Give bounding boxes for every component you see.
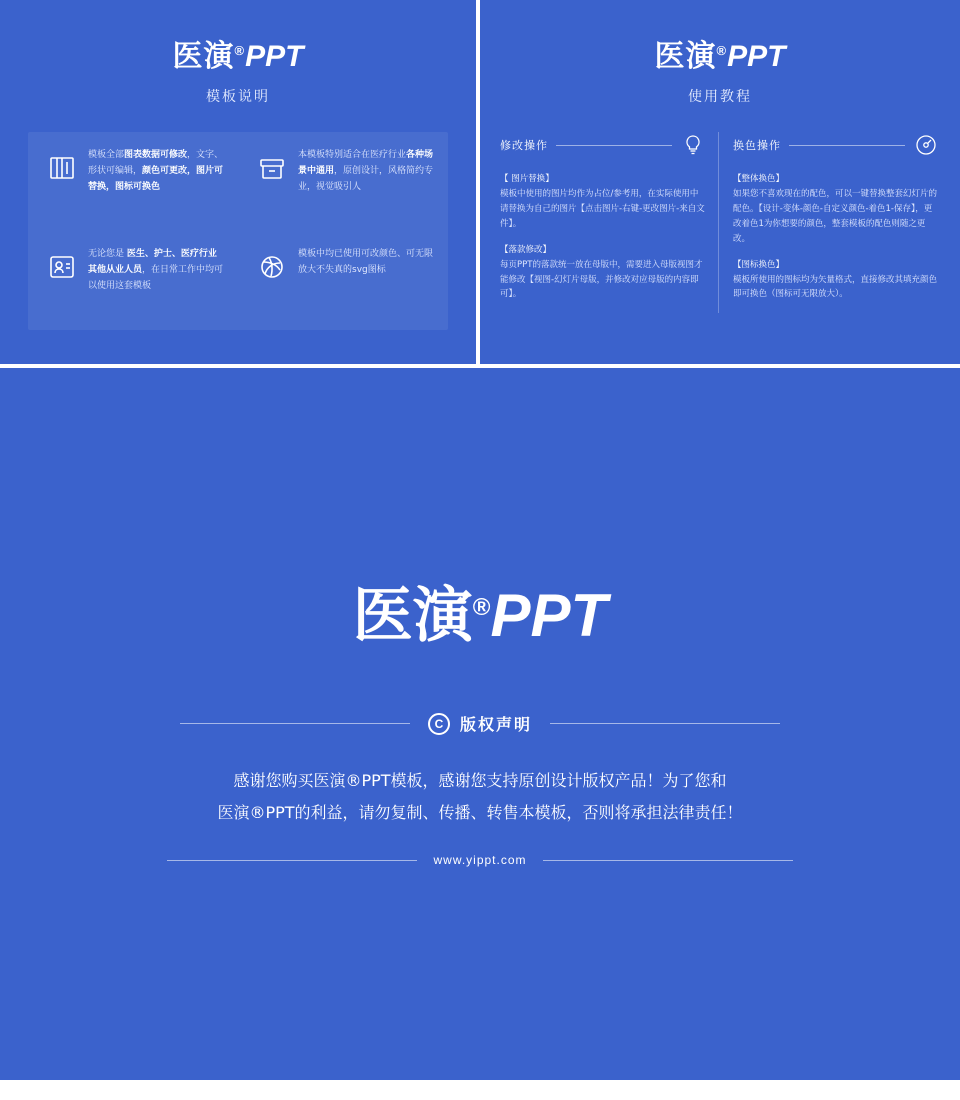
copyright-icon: C <box>428 713 450 735</box>
copyright-title: 版权声明 <box>459 715 532 734</box>
palette-icon <box>913 132 939 158</box>
brand-logo <box>654 39 786 74</box>
top-slide-row <box>0 0 960 364</box>
tutorial-block-title: 【 图片替换】 <box>500 174 554 184</box>
info-cell-audience-text: 无论您是 医生、护士、医疗行业其他从业人员，在日常工作中均可以使用这套模板 <box>88 249 224 291</box>
tutorial-column-recolor <box>719 132 939 313</box>
brand-logo-large <box>352 581 608 651</box>
user-id-icon <box>42 247 82 287</box>
info-cell-medical-scenes <box>238 132 448 231</box>
basketball-icon <box>252 247 292 287</box>
tutorial-block-body: 模板所使用的图标均为矢量格式，直接修改其填充颜色即可换色（图标可无限放大）。 <box>733 274 938 300</box>
slide-copyright <box>0 368 960 1080</box>
slide-template-description <box>0 0 476 364</box>
info-cell-medical-scenes-text: 本模板特别适合在医疗行业各种场景中通用，原创设计，风格简约专业，视觉吸引人 <box>298 150 434 192</box>
page-bottom-strip <box>0 1080 960 1100</box>
divider-left <box>167 860 417 861</box>
info-cell-editable-text: 模板全部图表数据可修改，文字、形状可编辑，颜色可更改，图片可替换，图标可换色 <box>88 150 224 192</box>
tutorial-column-edit-header <box>500 132 706 158</box>
tutorial-column-recolor-header <box>733 132 939 158</box>
info-cell-audience <box>28 231 238 330</box>
divider <box>789 145 905 146</box>
tutorial-block-global-recolor <box>733 172 939 247</box>
lightbulb-icon <box>680 132 706 158</box>
brand-logo-registered: ® <box>716 43 728 58</box>
divider-right <box>550 723 780 724</box>
divider-left <box>180 723 410 724</box>
slide-right-header <box>480 0 960 106</box>
divider <box>556 145 672 146</box>
copyright-heading <box>0 712 960 735</box>
tutorial-columns <box>500 132 940 313</box>
tutorial-column-recolor-title: 换色操作 <box>733 139 781 152</box>
brand-logo-cn: 医演 <box>172 39 235 74</box>
template-description-grid <box>28 132 448 330</box>
archive-box-icon <box>252 148 292 188</box>
divider-right <box>543 860 793 861</box>
slide-right-subtitle: 使用教程 <box>688 88 752 104</box>
website-row <box>0 853 960 867</box>
brand-logo-ppt: PPT <box>490 582 608 649</box>
slide-left-header <box>0 0 476 106</box>
tutorial-block-icon-recolor <box>733 258 939 303</box>
book-open-icon <box>42 148 82 188</box>
brand-logo <box>172 39 304 74</box>
tutorial-block-title: 【图标换色】 <box>733 259 785 270</box>
tutorial-block-image-replace <box>500 172 706 232</box>
slide-left-subtitle: 模板说明 <box>206 88 270 104</box>
tutorial-block-body: 如果您不喜欢现在的配色，可以一键替换整套幻灯片的配色。【设计-变体-颜色-自定义颜色-着色1-保存】，更改着色1为你想要的颜色，整套模板的配色则随之更改。 <box>733 189 938 244</box>
big-brand-logo-wrap <box>0 368 960 651</box>
tutorial-block-body: 模板中使用的图片均作为占位/参考用，在实际使用中请替换为自己的图片【点击图片-右键-更改图片-来自文件】。 <box>500 189 705 229</box>
brand-logo-registered: ® <box>472 594 491 621</box>
tutorial-block-signature-edit <box>500 243 706 303</box>
tutorial-block-title: 【落款修改】 <box>500 244 552 255</box>
tutorial-column-edit-title: 修改操作 <box>500 139 548 152</box>
brand-logo-registered: ® <box>234 43 246 58</box>
copyright-text-line2: 医演®PPT的利益，请勿复制、传播、转售本模板，否则将承担法律责任！ <box>217 803 743 822</box>
copyright-text <box>160 765 800 829</box>
tutorial-block-body: 每页PPT的落款统一放在母版中，需要进入母版视图才能修改【视图-幻灯片母版，并修改对应母版的内容即可】。 <box>500 259 703 300</box>
info-cell-svg-icons-text: 模板中均已使用可改颜色、可无限放大不失真的svg图标 <box>298 249 434 275</box>
tutorial-block-title: 【整体换色】 <box>733 174 785 184</box>
copyright-text-line1: 感谢您购买医演®PPT模板，感谢您支持原创设计版权产品！为了您和 <box>233 771 727 790</box>
brand-logo-ppt: PPT <box>727 40 786 73</box>
info-cell-svg-icons <box>238 231 448 330</box>
tutorial-column-edit <box>500 132 719 313</box>
website-url[interactable]: www.yippt.com <box>433 853 527 867</box>
info-cell-editable <box>28 132 238 231</box>
slide-usage-tutorial <box>480 0 960 364</box>
brand-logo-ppt: PPT <box>245 40 304 73</box>
brand-logo-cn: 医演 <box>352 581 473 651</box>
brand-logo-cn: 医演 <box>654 39 717 74</box>
